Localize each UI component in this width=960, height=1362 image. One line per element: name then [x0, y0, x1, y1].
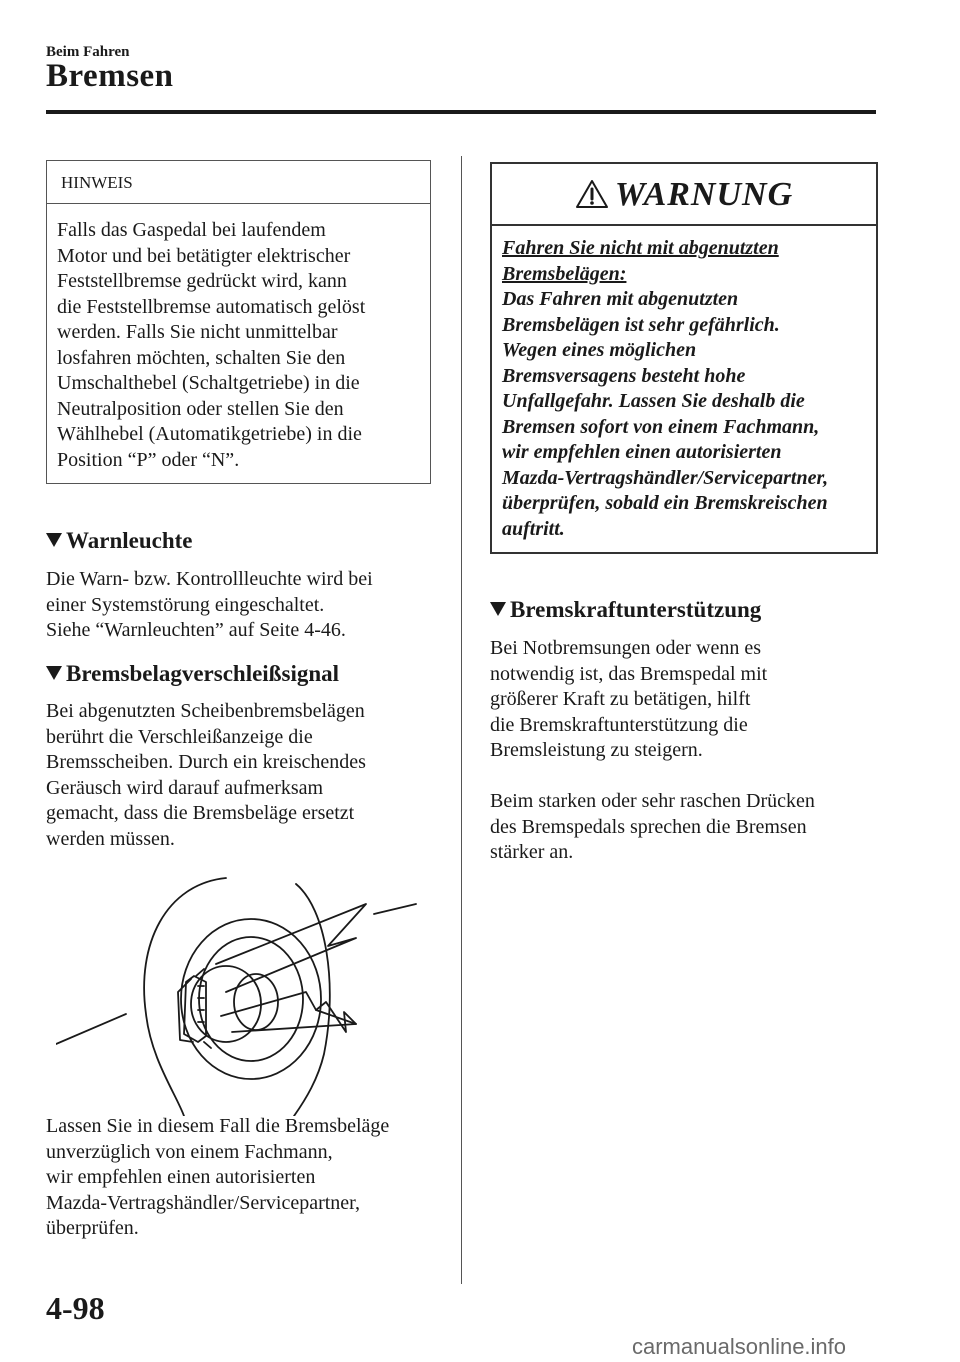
note-title: HINWEIS: [47, 161, 430, 204]
warning-title: WARNUNG: [492, 164, 876, 226]
note-text: [47, 204, 430, 473]
bremskraft-text-2: Beim starken oder sehr raschen Drücken des Bremspedals sprechen die Bremsen stärker an.: [490, 790, 815, 863]
column-divider: [461, 156, 462, 1284]
heading-bremsbelag: Bremsbelagverschleißsignal: [46, 661, 339, 687]
bremsbelag-text: Bei abgenutzten Scheibenbremsbelägen berührt die Verschleißanzeige die Bremsscheiben. Durch ein kreischendes Geräusch wird darauf aufmerksam gemacht, dass die Bremsbeläge ersetzt werden müssen.: [46, 700, 366, 850]
triangle-bullet-icon: [490, 602, 506, 616]
note-line: die Feststellbremse automatisch gelöst: [57, 295, 366, 318]
triangle-bullet-icon: [46, 533, 62, 547]
watermark: carmanualsonline.info: [632, 1334, 847, 1359]
note-line: Feststellbremse gedrückt wird, kann: [57, 270, 347, 292]
page-number: 4-98: [46, 1290, 105, 1326]
note-box: [46, 160, 431, 484]
heading-warnleuchte: Warnleuchte: [46, 528, 193, 554]
triangle-bullet-icon: [46, 666, 62, 680]
warning-subtitle: Fahren Sie nicht mit abgenutzten: [502, 237, 779, 259]
warnleuchte-text: Die Warn- bzw. Kontrollleuchte wird bei einer Systemstörung eingeschaltet. Siehe “Warnleuchten” auf Seite 4-46.: [46, 568, 373, 641]
note-line: Wählhebel (Automatikgetriebe) in die: [57, 423, 362, 445]
bremskraft-text-1: Bei Notbremsungen oder wenn es notwendig ist, das Bremspedal mit größerer Kraft zu betätigen, hilft die Bremskraftunterstützung die Bremsleistung zu steigern.: [490, 637, 768, 761]
note-line: Motor und bei betätigter elektrischer: [57, 244, 351, 267]
heading-bremskraft: Bremskraftunterstützung: [490, 597, 761, 623]
section-label: Beim Fahren: [46, 44, 130, 60]
warning-triangle-icon: [575, 179, 609, 209]
bremsbelag-after-text: Lassen Sie in diesem Fall die Bremsbeläge unverzüglich von einem Fachmann, wir empfehlen einen autorisierten Mazda-Vertragshändler/Servicepartner, überprüfen.: [46, 1115, 390, 1239]
warning-box: [490, 162, 878, 554]
warning-subtitle: Bremsbelägen:: [502, 262, 627, 285]
page-title: Bremsen: [46, 58, 174, 94]
title-rule: [46, 110, 876, 114]
note-line: Falls das Gaspedal bei laufendem: [57, 219, 326, 241]
note-line: werden. Falls Sie nicht unmittelbar: [57, 321, 338, 343]
note-line: Position “P” oder “N”.: [57, 448, 240, 471]
warning-text: Fahren Sie nicht mit abgenutzten Bremsbelägen: Das Fahren mit abgenutzten Bremsbelägen ist sehr gefährlich. Wegen eines möglichen Bremsversagens besteht hohe Unfallgefahr. Lassen Sie deshalb die Bremsen sofort von einem Fachmann, wir empfehlen einen autorisierten Mazda-Vertragshändler/Servicepartner, überprüfen, sobald ein Bremskreischen auftritt.: [492, 226, 876, 542]
note-line: Neutralposition oder stellen Sie den: [57, 397, 344, 420]
note-line: Umschalthebel (Schaltgetriebe) in die: [57, 372, 360, 394]
brake-wear-illustration: [56, 864, 426, 1116]
note-line: losfahren möchten, schalten Sie den: [57, 346, 346, 369]
